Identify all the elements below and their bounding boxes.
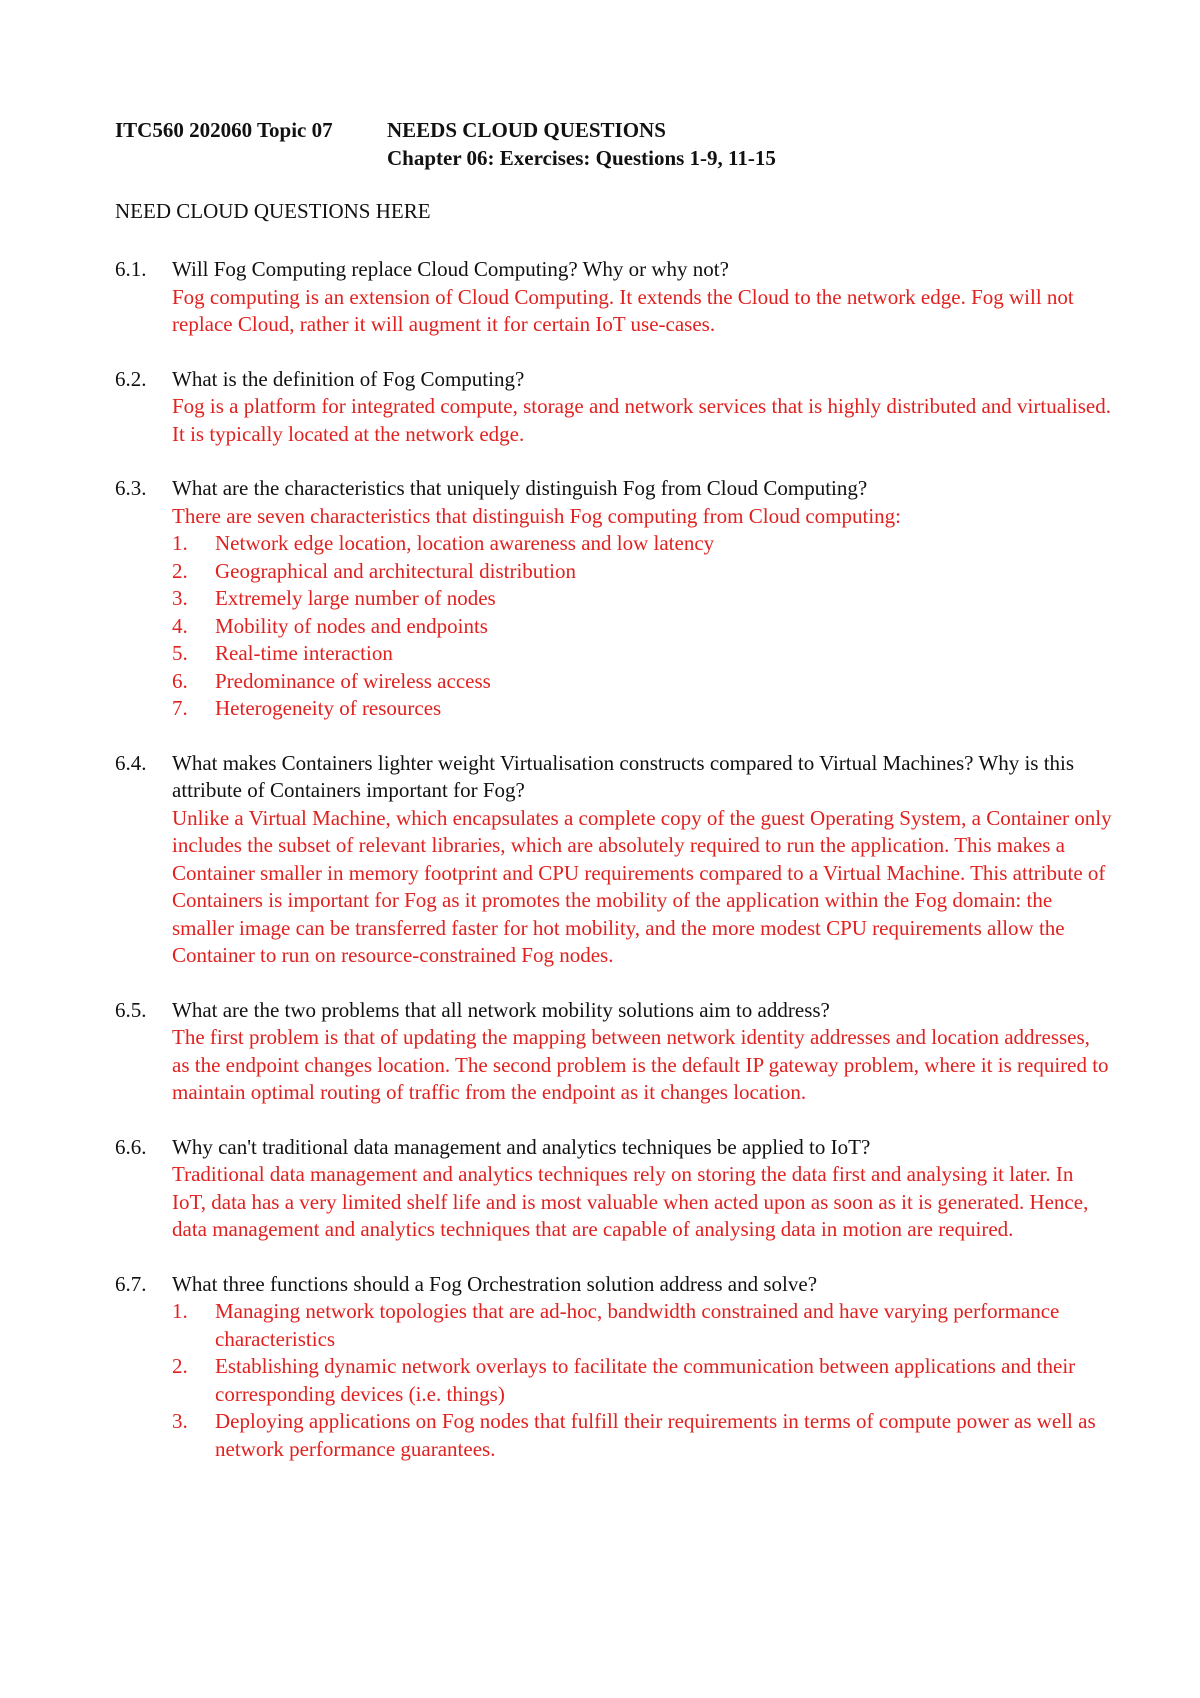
question-block xyxy=(115,997,1115,1107)
answer-text: Fog is a platform for integrated compute, storage and network services that is highly distributed and virtualised. It is typically located at the network edge. xyxy=(172,394,1111,446)
question-text: What are the characteristics that uniquely distinguish Fog from Cloud Computing? xyxy=(172,476,868,500)
question-body xyxy=(172,1271,1112,1464)
list-item-text: Heterogeneity of resources xyxy=(215,696,442,720)
question-block xyxy=(115,1271,1115,1464)
answer-text: There are seven characteristics that distinguish Fog computing from Cloud computing: xyxy=(172,503,902,528)
question-row xyxy=(115,997,1115,1107)
question-number: 6.7. xyxy=(115,1271,147,1296)
question-block xyxy=(115,366,1115,449)
list-item-text: Network edge location, location awareness and low latency xyxy=(215,531,715,555)
list-item-text: Managing network topologies that are ad-hoc, bandwidth constrained and have varying performance characteristics xyxy=(215,1299,1060,1351)
list-item-number: 5. xyxy=(172,641,188,665)
question-text: What is the definition of Fog Computing? xyxy=(172,366,525,391)
answer-list-item xyxy=(172,1353,1112,1408)
list-item-text: Mobility of nodes and endpoints xyxy=(215,613,488,638)
question-number: 6.3. xyxy=(115,476,147,500)
answer-list-item xyxy=(172,668,1112,696)
question-text: What are the two problems that all network mobility solutions aim to address? xyxy=(172,997,830,1022)
list-item-text: Geographical and architectural distribution xyxy=(215,558,576,583)
question-block xyxy=(115,750,1115,970)
question-text: What three functions should a Fog Orchestration solution address and solve? xyxy=(172,1271,818,1296)
list-item-text: Extremely large number of nodes xyxy=(215,586,496,610)
answer-text: Unlike a Virtual Machine, which encapsulates a complete copy of the guest Operating System, a Container only includes the subset of relevant libraries, which are absolutely required to run the application. This makes a Container smaller in memory footprint and CPU requirements compared to a Virtual Machine. This attribute of Containers is important for Fog as it promotes the mobility of the application within the Fog domain: the smaller image can be transferred faster for hot mobility, and the more modest CPU requirements allow the Container to run on resource-constrained Fog nodes. xyxy=(172,805,1112,967)
list-item-text: Establishing dynamic network overlays to facilitate the communication between applications and their corresponding devices (i.e. things) xyxy=(215,1354,1076,1406)
course-code: ITC560 202060 Topic 07 xyxy=(115,118,333,142)
answer-list-item xyxy=(172,695,1112,723)
list-item-text: Real-time interaction xyxy=(215,641,393,665)
list-item-number: 1. xyxy=(172,1299,188,1323)
question-text: Why can't traditional data management and analytics techniques be applied to IoT? xyxy=(172,1134,871,1159)
answer-list-item xyxy=(172,558,1112,586)
list-item-number: 7. xyxy=(172,696,188,720)
document-title: NEEDS CLOUD QUESTIONS xyxy=(387,118,666,142)
list-item-text: Predominance of wireless access xyxy=(215,668,491,693)
document-header xyxy=(115,117,776,173)
question-row xyxy=(115,750,1115,970)
question-row xyxy=(115,1134,1115,1244)
list-item-text: Deploying applications on Fog nodes that fulfill their requirements in terms of compute power as well as network performance guarantees. xyxy=(215,1409,1096,1461)
answer-text: Fog computing is an extension of Cloud Computing. It extends the Cloud to the network edge. Fog will not replace Cloud, rather it will augment it for certain IoT use-cases. xyxy=(172,284,1074,336)
question-body xyxy=(172,256,1112,339)
list-item-number: 2. xyxy=(172,558,188,583)
question-body xyxy=(172,475,1112,723)
list-item-number: 4. xyxy=(172,613,188,638)
question-list xyxy=(115,256,1115,1490)
answer-list-item xyxy=(172,585,1112,613)
answer-text: Traditional data management and analytics techniques rely on storing the data first and analysing it later. In IoT, data has a very limited shelf life and is most valuable when acted upon as soon as it is generated. Hence, data management and analytics techniques that are capable of analysing data in motion are required. xyxy=(172,1162,1089,1241)
list-item-number: 3. xyxy=(172,586,188,610)
question-text: Will Fog Computing replace Cloud Computing? Why or why not? xyxy=(172,257,729,281)
intro-note: NEED CLOUD QUESTIONS HERE xyxy=(115,199,431,223)
question-block xyxy=(115,256,1115,339)
answer-text: The first problem is that of updating the mapping between network identity addresses and location addresses, as the endpoint changes location. The second problem is the default IP gateway problem, where it is required to maintain optimal routing of traffic from the endpoint as it changes location. xyxy=(172,1025,1109,1104)
question-row xyxy=(115,256,1115,339)
question-number: 6.6. xyxy=(115,1134,147,1159)
question-row xyxy=(115,1271,1115,1464)
question-number: 6.4. xyxy=(115,750,147,775)
question-body xyxy=(172,1134,1112,1244)
list-item-number: 2. xyxy=(172,1354,188,1378)
answer-list-item xyxy=(172,640,1112,668)
question-block xyxy=(115,1134,1115,1244)
question-row xyxy=(115,366,1115,449)
question-body xyxy=(172,366,1112,449)
question-number: 6.2. xyxy=(115,366,147,391)
question-block xyxy=(115,475,1115,723)
answer-list-item xyxy=(172,613,1112,641)
question-row xyxy=(115,475,1115,723)
answer-list-item xyxy=(172,1298,1112,1353)
question-number: 6.1. xyxy=(115,257,147,281)
list-item-number: 6. xyxy=(172,668,188,693)
question-body xyxy=(172,997,1112,1107)
document-subtitle: Chapter 06: Exercises: Questions 1-9, 11-15 xyxy=(387,146,776,170)
list-item-number: 1. xyxy=(172,531,188,555)
question-text: What makes Containers lighter weight Virtualisation constructs compared to Virtual Machines? Why is this attribute of Containers important for Fog? xyxy=(172,750,1075,802)
question-number: 6.5. xyxy=(115,997,147,1022)
question-body xyxy=(172,750,1112,970)
answer-list-item xyxy=(172,1408,1112,1463)
answer-list-item xyxy=(172,530,1112,558)
list-item-number: 3. xyxy=(172,1409,188,1433)
